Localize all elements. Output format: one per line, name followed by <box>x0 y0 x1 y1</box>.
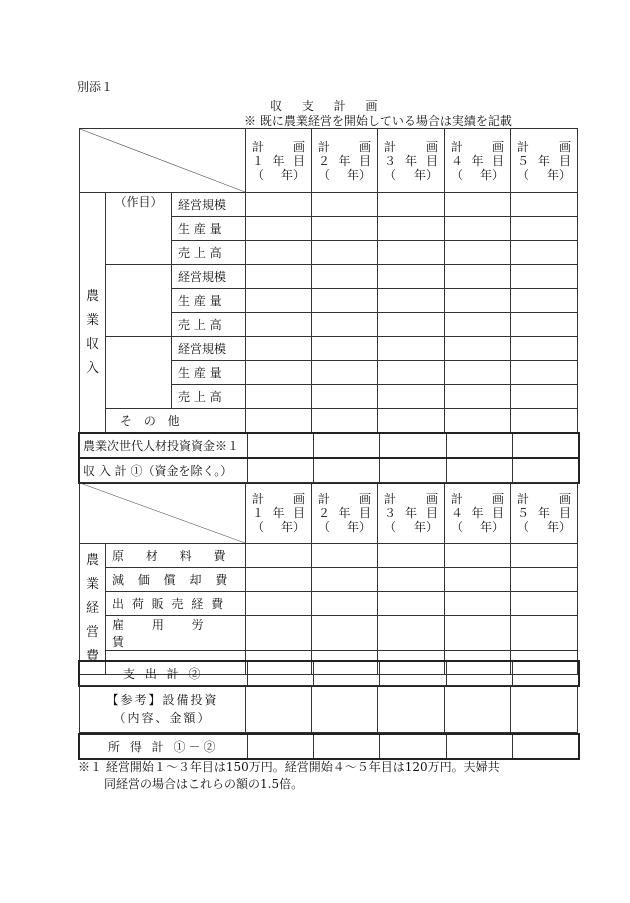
header-diagonal-cell <box>80 483 246 544</box>
value-cell[interactable] <box>445 289 511 313</box>
value-cell[interactable] <box>379 433 446 458</box>
value-cell[interactable] <box>511 361 578 385</box>
value-cell[interactable] <box>247 433 313 458</box>
plan-year-3-header: 計 画 ３ 年 目 （ 年） <box>378 483 445 544</box>
value-cell[interactable] <box>246 337 312 361</box>
plan-year-4-header: 計 画 ４ 年 目 （ 年） <box>445 129 511 193</box>
value-cell[interactable] <box>378 385 445 409</box>
crop-label: （作目） <box>106 193 172 265</box>
value-cell[interactable] <box>246 385 312 409</box>
value-cell[interactable] <box>312 217 378 241</box>
plan-year-5-header: 計 画 ５ 年 目 （ 年） <box>511 129 578 193</box>
value-cell[interactable] <box>312 385 378 409</box>
value-cell[interactable] <box>511 592 578 616</box>
subsidy-label: 農業次世代人材投資資金※１ <box>79 433 247 458</box>
attachment-label: 別添１ <box>77 80 114 94</box>
income-table <box>79 128 578 433</box>
income-total-label: 収 入 計 ①（資金を除く。） <box>79 458 247 483</box>
value-cell[interactable] <box>312 337 378 361</box>
value-cell[interactable] <box>378 313 445 337</box>
farm-expense-group-label: 農 業 経 営 費 <box>80 544 106 675</box>
value-cell[interactable] <box>312 241 378 265</box>
value-cell[interactable] <box>312 568 378 592</box>
expense-table <box>79 482 578 675</box>
value-cell[interactable] <box>312 686 378 733</box>
value-cell[interactable] <box>378 265 445 289</box>
value-cell[interactable] <box>313 433 379 458</box>
value-cell[interactable] <box>312 616 378 651</box>
item-scale: 経営規模 <box>172 337 246 361</box>
income-total-row <box>78 457 580 484</box>
value-cell[interactable] <box>378 241 445 265</box>
page-title: 収 支 計 画 <box>270 99 386 113</box>
value-cell[interactable] <box>313 661 379 686</box>
value-cell[interactable] <box>511 385 578 409</box>
value-cell[interactable] <box>445 592 511 616</box>
value-cell[interactable] <box>378 337 445 361</box>
item-sales: 売 上 高 <box>172 313 246 337</box>
expense-total-row <box>78 660 580 687</box>
value-cell[interactable] <box>512 661 579 686</box>
value-cell[interactable] <box>511 686 578 733</box>
expense-total-label: 支 出 計 ② <box>79 661 247 686</box>
value-cell[interactable] <box>246 686 312 733</box>
footnote-line-1: ※１ 経営開始１～３年目は150万円。経営開始４～５年目は120万円。夫婦共 <box>78 760 500 774</box>
value-cell[interactable] <box>379 734 446 759</box>
value-cell[interactable] <box>246 289 312 313</box>
value-cell[interactable] <box>446 433 512 458</box>
farm-income-group-label: 農 業 収 入 <box>80 193 106 433</box>
value-cell[interactable] <box>246 409 312 433</box>
value-cell[interactable] <box>378 592 445 616</box>
capex-reference-row <box>79 685 578 733</box>
value-cell[interactable] <box>247 458 313 483</box>
value-cell[interactable] <box>312 265 378 289</box>
expense-depreciation: 減 価 償 却 費 <box>106 568 246 592</box>
value-cell[interactable] <box>378 193 445 217</box>
value-cell[interactable] <box>313 458 379 483</box>
capex-reference-label: 【参考】設備投資 （内容、金額） <box>80 686 246 733</box>
expense-materials: 原 材 料 費 <box>106 544 246 568</box>
value-cell[interactable] <box>312 361 378 385</box>
value-cell[interactable] <box>379 458 446 483</box>
value-cell[interactable] <box>511 289 578 313</box>
item-sales: 売 上 高 <box>172 385 246 409</box>
value-cell[interactable] <box>378 686 445 733</box>
value-cell[interactable] <box>445 686 511 733</box>
value-cell[interactable] <box>247 734 313 759</box>
item-scale: 経営規模 <box>172 193 246 217</box>
value-cell[interactable] <box>445 616 511 651</box>
plan-year-3-header: 計 画 ３ 年 目 （ 年） <box>378 129 445 193</box>
value-cell[interactable] <box>446 661 512 686</box>
value-cell[interactable] <box>312 409 378 433</box>
value-cell[interactable] <box>246 313 312 337</box>
value-cell[interactable] <box>445 217 511 241</box>
value-cell[interactable] <box>246 217 312 241</box>
footnote-line-2: 同経営の場合はこれらの額の1.5倍。 <box>104 777 304 791</box>
value-cell[interactable] <box>445 544 511 568</box>
plan-year-1-header: 計 画 １ 年 目 （ 年） <box>246 129 312 193</box>
value-cell[interactable] <box>246 616 312 651</box>
value-cell[interactable] <box>312 592 378 616</box>
value-cell[interactable] <box>246 568 312 592</box>
value-cell[interactable] <box>378 409 445 433</box>
crop-cell[interactable] <box>106 265 172 337</box>
value-cell[interactable] <box>246 592 312 616</box>
value-cell[interactable] <box>379 661 446 686</box>
item-sales: 売 上 高 <box>172 241 246 265</box>
page-subtitle: ※ 既に農業経営を開始している場合は実績を記載 <box>244 114 512 128</box>
value-cell[interactable] <box>246 544 312 568</box>
value-cell[interactable] <box>313 734 379 759</box>
value-cell[interactable] <box>312 289 378 313</box>
value-cell[interactable] <box>445 337 511 361</box>
subsidy-row <box>78 432 580 459</box>
plan-year-2-header: 計 画 ２ 年 目 （ 年） <box>312 129 378 193</box>
value-cell[interactable] <box>511 217 578 241</box>
value-cell[interactable] <box>511 193 578 217</box>
value-cell[interactable] <box>247 661 313 686</box>
value-cell[interactable] <box>312 544 378 568</box>
value-cell[interactable] <box>378 289 445 313</box>
value-cell[interactable] <box>445 409 511 433</box>
value-cell[interactable] <box>378 544 445 568</box>
value-cell[interactable] <box>445 265 511 289</box>
value-cell[interactable] <box>246 265 312 289</box>
item-production: 生 産 量 <box>172 289 246 313</box>
value-cell[interactable] <box>246 361 312 385</box>
value-cell[interactable] <box>446 458 512 483</box>
value-cell[interactable] <box>511 616 578 651</box>
item-other: そ の 他 <box>106 409 246 433</box>
item-production: 生 産 量 <box>172 361 246 385</box>
plan-year-5-header: 計 画 ５ 年 目 （ 年） <box>511 483 578 544</box>
value-cell[interactable] <box>378 217 445 241</box>
value-cell[interactable] <box>378 361 445 385</box>
expense-shipping: 出 荷 販 売 経 費 <box>106 592 246 616</box>
value-cell[interactable] <box>446 734 512 759</box>
value-cell[interactable] <box>312 193 378 217</box>
value-cell[interactable] <box>512 734 579 759</box>
value-cell[interactable] <box>511 337 578 361</box>
crop-cell[interactable] <box>106 337 172 409</box>
plan-year-2-header: 計 画 ２ 年 目 （ 年） <box>312 483 378 544</box>
value-cell[interactable] <box>445 568 511 592</box>
value-cell[interactable] <box>511 265 578 289</box>
value-cell[interactable] <box>445 385 511 409</box>
value-cell[interactable] <box>512 433 579 458</box>
value-cell[interactable] <box>445 313 511 337</box>
value-cell[interactable] <box>445 241 511 265</box>
value-cell[interactable] <box>511 409 578 433</box>
value-cell[interactable] <box>378 616 445 651</box>
value-cell[interactable] <box>312 313 378 337</box>
value-cell[interactable] <box>246 193 312 217</box>
value-cell[interactable] <box>511 313 578 337</box>
value-cell[interactable] <box>445 193 511 217</box>
value-cell[interactable] <box>511 568 578 592</box>
item-production: 生 産 量 <box>172 217 246 241</box>
plan-year-1-header: 計 画 １ 年 目 （ 年） <box>246 483 312 544</box>
plan-year-4-header: 計 画 ４ 年 目 （ 年） <box>445 483 511 544</box>
value-cell[interactable] <box>511 544 578 568</box>
item-scale: 経営規模 <box>172 265 246 289</box>
header-diagonal-cell <box>80 129 246 193</box>
net-income-label: 所 得 計 ①－② <box>79 734 247 759</box>
value-cell[interactable] <box>512 458 579 483</box>
value-cell[interactable] <box>445 361 511 385</box>
net-income-row <box>78 733 580 760</box>
value-cell[interactable] <box>246 241 312 265</box>
value-cell[interactable] <box>378 568 445 592</box>
value-cell[interactable] <box>511 241 578 265</box>
expense-labor: 雇 用 労 賃 <box>106 616 246 651</box>
